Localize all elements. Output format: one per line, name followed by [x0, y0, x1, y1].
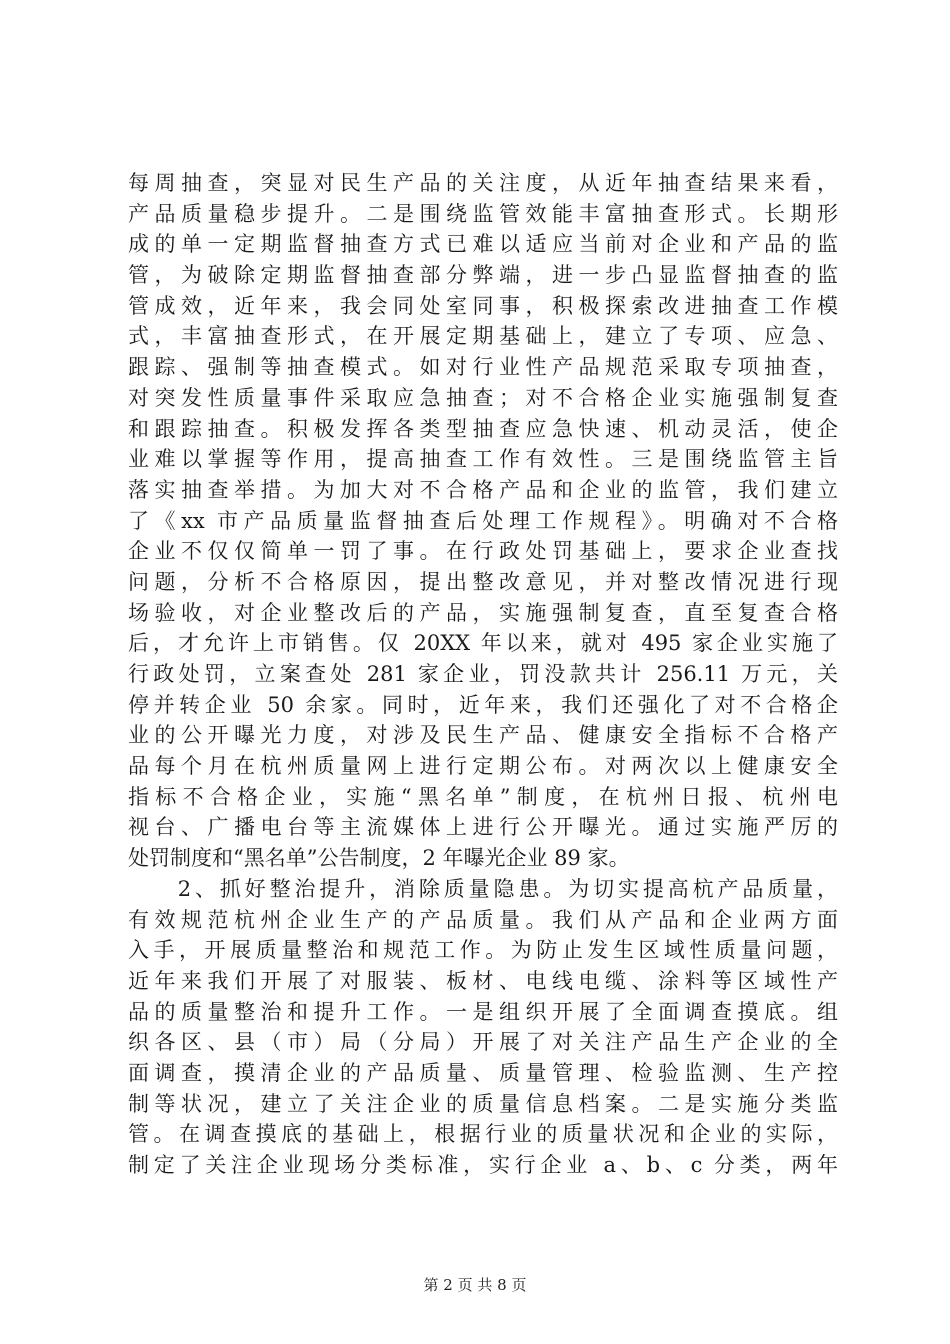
text-line: 品的质量整治和提升工作。一是组织开展了全面调查摸底。组	[128, 999, 838, 1024]
text-line: 品每个月在杭州质量网上进行定期公布。对两次以上健康安全	[128, 754, 838, 779]
text-line: 了《xx 市产品质量监督抽查后处理工作规程》。明确对不合格	[128, 508, 838, 533]
text-line: 产品质量稳步提升。二是围绕监管效能丰富抽查形式。长期形	[128, 201, 838, 226]
text-line: 和跟踪抽查。积极发挥各类型抽查应急快速、机动灵活，使企	[128, 416, 838, 441]
text-line: 管成效，近年来，我会同处室同事，积极探索改进抽查工作模	[128, 293, 838, 318]
text-line: 对突发性质量事件采取应急抽查；对不合格企业实施强制复查	[128, 385, 838, 410]
text-line: 指标不合格企业，实施“黑名单”制度，在杭州日报、杭州电	[128, 784, 838, 809]
text-line: 制定了关注企业现场分类标准，实行企业 a、b、c 分类，两年	[128, 1153, 838, 1177]
text-line: 式，丰富抽查形式，在开展定期基础上，建立了专项、应急、	[128, 324, 838, 349]
body-text	[128, 168, 838, 1181]
text-line: 业的公开曝光力度，对涉及民生产品、健康安全指标不合格产	[128, 723, 838, 748]
text-line: 有效规范杭州企业生产的产品质量。我们从产品和企业两方面	[128, 907, 838, 932]
text-line: 处罚制度和“黑名单”公告制度，2 年曝光企业 89 家。	[128, 846, 630, 871]
text-line: 场验收，对企业整改后的产品，实施强制复查，直至复查合格	[128, 600, 838, 625]
text-line: 视台、广播电台等主流媒体上进行公开曝光。通过实施严厉的	[128, 815, 838, 840]
text-line: 近年来我们开展了对服装、板材、电线电缆、涂料等区域性产	[128, 968, 838, 993]
page-number-footer: 第 2 页 共 8 页	[423, 1276, 527, 1294]
text-line: 企业不仅仅简单一罚了事。在行政处罚基础上，要求企业查找	[128, 539, 838, 564]
text-line: 2、抓好整治提升，消除质量隐患。为切实提高杭产品质量，	[128, 876, 838, 901]
text-line: 织各区、县（市）局（分局）开展了对关注产品生产企业的全	[128, 1030, 838, 1055]
text-line: 制等状况，建立了关注企业的质量信息档案。二是实施分类监	[128, 1091, 838, 1116]
text-line: 管。在调查摸底的基础上，根据行业的质量状况和企业的实际，	[128, 1122, 838, 1147]
text-line: 跟踪、强制等抽查模式。如对行业性产品规范采取专项抽查，	[128, 355, 838, 380]
text-line: 行政处罚，立案查处 281 家企业，罚没款共计 256.11 万元，关	[128, 662, 838, 686]
text-line: 管，为破除定期监督抽查部分弊端，进一步凸显监督抽查的监	[128, 263, 838, 288]
text-line: 落实抽查举措。为加大对不合格产品和企业的监管，我们建立	[128, 477, 838, 502]
text-line: 每周抽查，突显对民生产品的关注度，从近年抽查结果来看，	[128, 171, 838, 195]
text-line: 停并转企业 50 余家。同时，近年来，我们还强化了对不合格企	[128, 692, 838, 717]
text-line: 业难以掌握等作用，提高抽查工作有效性。三是围绕监管主旨	[128, 447, 838, 472]
text-line: 成的单一定期监督抽查方式已难以适应当前对企业和产品的监	[128, 232, 838, 257]
text-line: 问题，分析不合格原因，提出整改意见，并对整改情况进行现	[128, 569, 838, 594]
text-line: 面调查，摸清企业的产品质量、质量管理、检验监测、生产控	[128, 1060, 838, 1085]
text-line: 入手，开展质量整治和规范工作。为防止发生区域性质量问题，	[128, 938, 838, 963]
text-line: 后，才允许上市销售。仅 20XX 年以来，就对 495 家企业实施了	[128, 631, 838, 656]
